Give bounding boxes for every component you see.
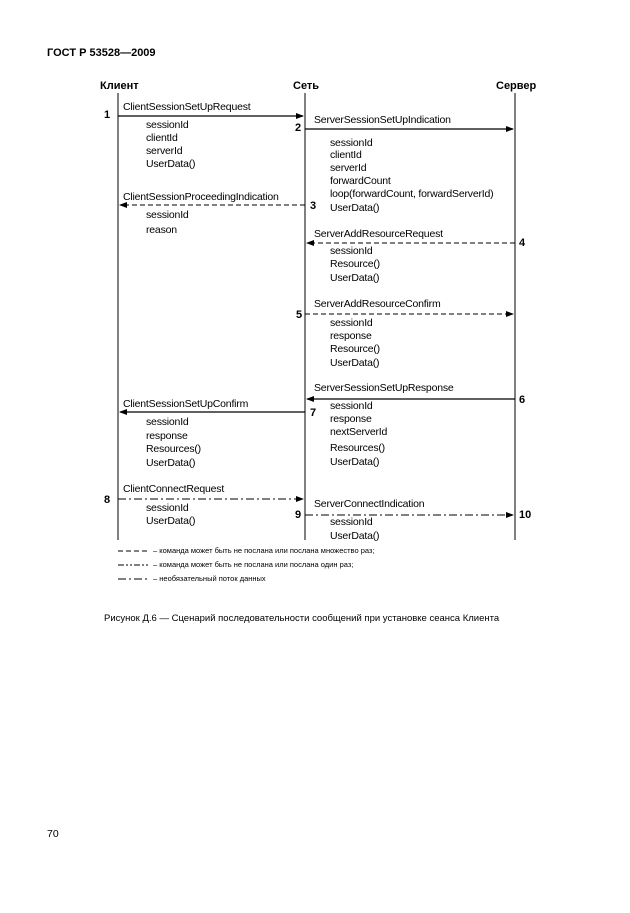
- message-name-6: ServerSessionSetUpResponse: [314, 382, 454, 394]
- param-7-1: sessionId: [146, 416, 189, 428]
- param-8-2: UserData(): [146, 515, 196, 527]
- message-name-7: ClientSessionSetUpConfirm: [123, 398, 249, 410]
- lane-network-label: Сеть: [293, 80, 320, 92]
- param-3-2: reason: [146, 224, 177, 236]
- step-number-1: 1: [104, 109, 111, 121]
- param-5-3: Resource(): [330, 343, 380, 355]
- param-6-5: UserData(): [330, 456, 380, 468]
- message-name-1: ClientSessionSetUpRequest: [123, 101, 251, 113]
- param-2-3: serverId: [330, 162, 367, 174]
- param-5-2: response: [330, 330, 372, 342]
- message-name-5: ServerAddResourceConfirm: [314, 298, 441, 310]
- legend-text-2: – команда может быть не послана или послана один раз;: [153, 560, 354, 569]
- step-number-7: 7: [310, 407, 317, 419]
- param-2-2: clientId: [330, 149, 362, 161]
- step-number-3: 3: [310, 200, 317, 212]
- param-6-1: sessionId: [330, 400, 373, 412]
- step-number-10: 10: [519, 509, 532, 521]
- step-number-8: 8: [104, 494, 111, 506]
- param-9-2: UserData(): [330, 530, 380, 542]
- lane-client-label: Клиент: [100, 80, 139, 92]
- param-2-5: loop(forwardCount, forwardServerId): [330, 188, 494, 200]
- param-1-3: serverId: [146, 145, 183, 157]
- param-6-3: nextServerId: [330, 426, 388, 438]
- param-5-1: sessionId: [330, 317, 373, 329]
- param-6-2: response: [330, 413, 372, 425]
- step-number-6: 6: [519, 394, 526, 406]
- step-number-9: 9: [295, 509, 302, 521]
- step-number-5: 5: [296, 309, 303, 321]
- param-2-4: forwardCount: [330, 175, 391, 187]
- param-1-1: sessionId: [146, 119, 189, 131]
- message-name-2: ServerSessionSetUpIndication: [314, 114, 451, 126]
- param-4-1: sessionId: [330, 245, 373, 257]
- param-9-1: sessionId: [330, 516, 373, 528]
- lane-server-label: Сервер: [496, 80, 537, 92]
- param-7-3: Resources(): [146, 443, 201, 455]
- figure-caption: Рисунок Д.6 — Сценарий последовательности сообщений при установке сеанса Клиента: [104, 613, 500, 624]
- message-name-4: ServerAddResourceRequest: [314, 228, 443, 240]
- message-name-9: ServerConnectIndication: [314, 498, 425, 510]
- param-4-2: Resource(): [330, 258, 380, 270]
- param-4-3: UserData(): [330, 272, 380, 284]
- page-number: 70: [47, 828, 59, 840]
- param-8-1: sessionId: [146, 502, 189, 514]
- message-name-8: ClientConnectRequest: [123, 483, 225, 495]
- param-7-2: response: [146, 430, 188, 442]
- param-7-4: UserData(): [146, 457, 196, 469]
- param-6-4: Resources(): [330, 442, 385, 454]
- param-5-4: UserData(): [330, 357, 380, 369]
- param-1-4: UserData(): [146, 158, 196, 170]
- document-header: ГОСТ Р 53528—2009: [47, 47, 156, 59]
- legend-text-3: – необязательный поток данных: [153, 574, 266, 583]
- message-name-3: ClientSessionProceedingIndication: [123, 191, 279, 203]
- param-3-1: sessionId: [146, 209, 189, 221]
- param-1-2: clientId: [146, 132, 178, 144]
- step-number-2: 2: [295, 122, 302, 134]
- legend-text-1: – команда может быть не послана или послана множество раз;: [153, 546, 375, 555]
- param-2-6: UserData(): [330, 202, 380, 214]
- step-number-4: 4: [519, 237, 526, 249]
- param-2-1: sessionId: [330, 137, 373, 149]
